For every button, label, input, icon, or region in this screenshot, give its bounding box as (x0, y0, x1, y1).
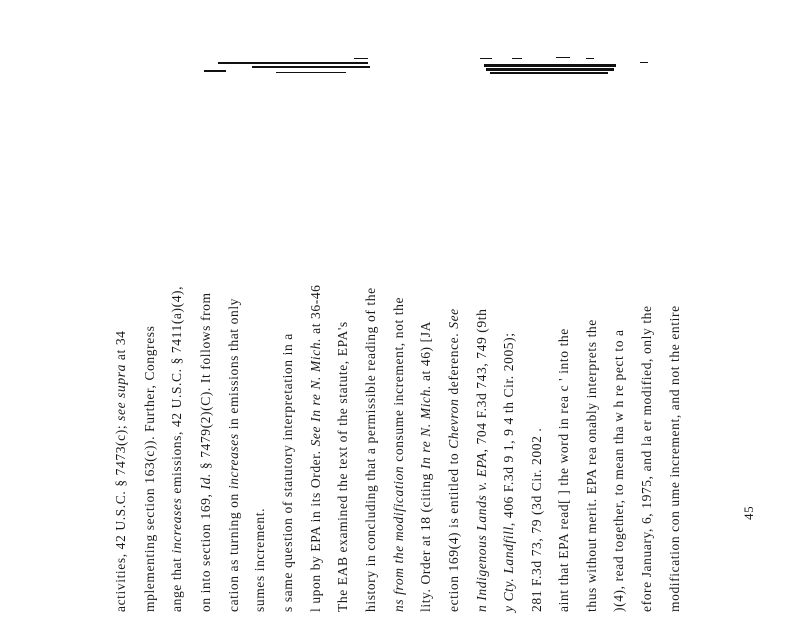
text-line: s same question of statutory interpretation in a (280, 333, 295, 612)
text-line: aint that EPA read[ ] the word in rea c ' into the (556, 328, 571, 612)
text-line: ns from the modification consume increment, not the (391, 296, 406, 612)
text-line: on into section 169, Id. § 7479(2)(C). It follows from (198, 292, 213, 612)
text-line: efore January, 6, 1975, and la er modified, only the (639, 305, 654, 612)
scan-artifact-line (486, 68, 614, 71)
text-line: thus without merit. EPA rea onably interprets the (584, 319, 599, 612)
scan-artifact-line (204, 70, 226, 72)
text-line: sumes increment. (252, 507, 267, 612)
text-line: modification con ume increment, and not the entire (667, 305, 682, 612)
scan-artifact-line (556, 57, 570, 58)
scan-artifact-line (252, 66, 370, 68)
text-line: The EAB examined the text of the statute, EPA's (335, 321, 350, 612)
page-number: 45 (741, 505, 756, 520)
scan-artifact-line (586, 58, 594, 59)
text-line: l upon by EPA in its Order. See In re N. Mich. at 36-46 (308, 284, 323, 612)
text-line: mplementing section 163(c)). Further, Congress (142, 325, 157, 612)
text-line: ection 169(4) is entitled to Chevron deference. See (446, 308, 461, 612)
scan-artifact-line (480, 58, 492, 59)
text-line: 281 F.3d 73, 79 (3d Cir. 2002 . (529, 427, 544, 612)
scan-artifact-line (484, 64, 616, 67)
text-line: y Cty. Landfill, 406 F.3d 9 1, 9 4 th Cir. 2005); (501, 332, 516, 612)
text-line: lity. Order at 18 (citing In re N. Mich. at 46) [JA (418, 321, 433, 612)
text-line: n Indigenous Lands v. EPA, 704 F.3d 743, 749 (9th (474, 308, 489, 612)
text-line: activities, 42 U.S.C. § 7473(c); see supra at 34 (113, 330, 128, 612)
text-line: ange that increases emissions, 42 U.S.C. § 7411(a)(4), (169, 285, 184, 612)
text-line: history in concluding that a permissible reading of the (363, 287, 378, 612)
scan-artifact-line (490, 72, 608, 74)
text-line: cation as turning on increases in emissions that only (226, 297, 241, 612)
scan-artifact-line (640, 62, 648, 63)
scan-artifact-line (276, 72, 346, 73)
scan-artifact-line (512, 58, 522, 59)
scan-artifact-line (218, 62, 368, 64)
text-line: )(4), read together, to mean tha w h re pect to a (611, 329, 626, 612)
scan-artifact-line (354, 58, 368, 59)
